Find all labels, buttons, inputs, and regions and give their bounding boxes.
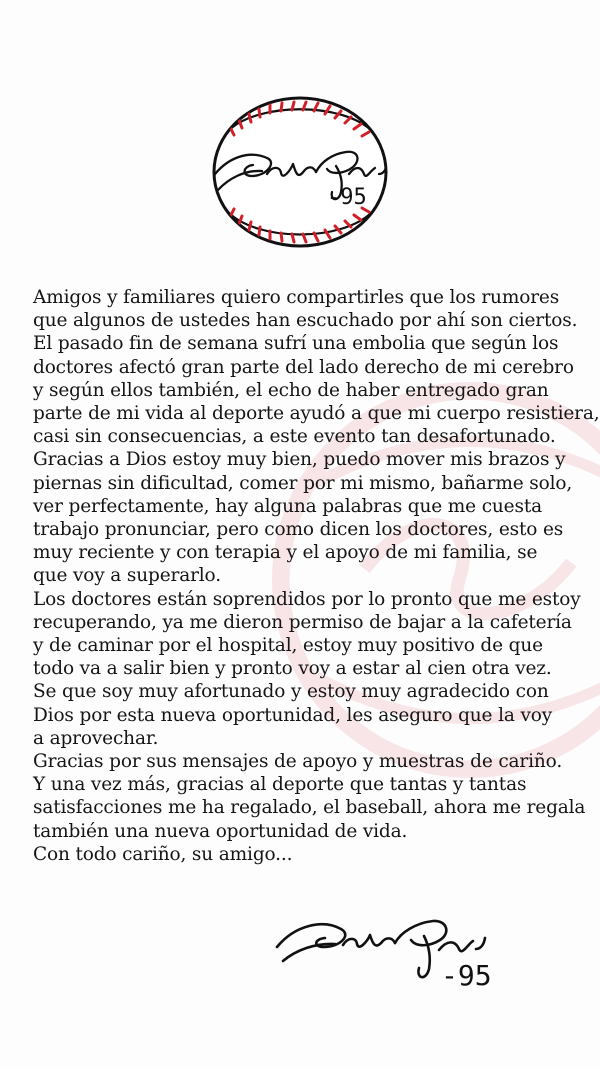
- letter-line: todo va a salir bien y pronto voy a estar al cien otra vez.: [33, 658, 552, 680]
- letter-line: Con todo cariño, su amigo...: [33, 843, 293, 865]
- letter-line: a aprovechar.: [33, 727, 159, 749]
- letter-line: parte de mi vida al deporte ayudó a que mi cuerpo resistiera,: [33, 403, 600, 425]
- letter-line: trabajo pronunciar, pero como dicen los doctores, esto es: [33, 519, 564, 541]
- letter-line: que voy a superarlo.: [33, 565, 221, 587]
- letter-line: y según ellos también, el echo de haber entregado gran: [33, 379, 549, 401]
- letter-line: Amigos y familiares quiero compartirles que los rumores: [33, 287, 560, 308]
- letter-line: piernas sin dificultad, comer por mi mismo, bañarme solo,: [33, 472, 573, 494]
- letter-line: El pasado fin de semana sufrí una embolia que según los: [33, 333, 559, 355]
- letter-line: casi sin consecuencias, a este evento tan desafortunado.: [33, 426, 556, 448]
- signature-number-text: -95: [441, 959, 492, 992]
- letter-body: [33, 286, 600, 866]
- letter-line: recuperando, ya me dieron permiso de bajar a la cafetería: [33, 611, 572, 633]
- letter-line: Gracias por sus mensajes de apoyo y muestras de cariño.: [33, 751, 563, 773]
- letter-line: Se que soy muy afortunado y estoy muy agradecido con: [33, 681, 549, 703]
- logo-number-text: -95: [327, 185, 367, 210]
- letter-line: también una nueva oportunidad de vida.: [33, 820, 408, 842]
- signature-icon: [265, 905, 555, 995]
- letter-line: muy reciente y con terapia y el apoyo de mi familia, se: [33, 542, 538, 564]
- letter-line: doctores afectó gran parte del lado derecho de mi cerebro: [33, 356, 574, 378]
- letter-line: Dios por esta nueva oportunidad, les aseguro que la voy: [33, 704, 553, 726]
- letter-line: Y una vez más, gracias al deporte que tantas y tantas: [33, 774, 527, 796]
- letter-line: Gracias a Dios estoy muy bien, puedo mover mis brazos y: [33, 449, 566, 471]
- baseball-logo-icon: [195, 82, 405, 262]
- letter-line: ver perfectamente, hay alguna palabras que me cuesta: [33, 495, 542, 517]
- letter-line: Los doctores están soprendidos por lo pronto que me estoy: [33, 588, 581, 610]
- letter-line: y de caminar por el hospital, estoy muy positivo de que: [33, 635, 543, 657]
- letter-line: satisfacciones me ha regalado, el baseball, ahora me regala: [33, 797, 586, 819]
- letter-line: que algunos de ustedes han escuchado por ahí son ciertos.: [33, 310, 578, 332]
